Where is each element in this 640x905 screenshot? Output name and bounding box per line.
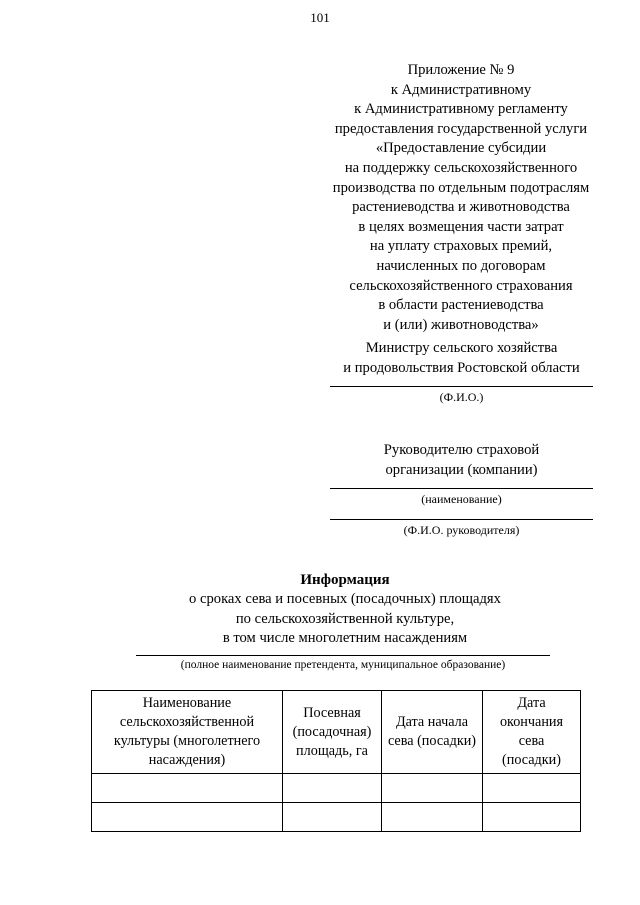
- minister-line-2: и продовольствия Ростовской области: [343, 359, 580, 376]
- info-subtitle: [0, 590, 640, 649]
- header-line: Наименование: [142, 695, 232, 711]
- appendix-line: Приложение № 9: [407, 62, 515, 78]
- table-cell[interactable]: [92, 774, 283, 803]
- table-cell[interactable]: [382, 803, 483, 832]
- table-cell[interactable]: [92, 803, 283, 832]
- info-subtitle-line-2: по сельскохозяйственной культуре,: [235, 610, 455, 627]
- insurer-name-caption: (наименование): [421, 492, 502, 506]
- minister-addressee: [330, 339, 593, 378]
- table-row: [92, 803, 581, 832]
- page-number: 101: [310, 10, 330, 25]
- appendix-header: [318, 61, 604, 335]
- insurer-head-caption: (Ф.И.О. руководителя): [403, 523, 520, 537]
- appendix-line: «Предоставление субсидии: [375, 140, 547, 157]
- insurer-line-2: организации (компании): [385, 461, 538, 478]
- insurer-name-line: [330, 488, 593, 489]
- insurer-line-1: Руководителю страховой: [383, 442, 540, 458]
- header-start-date: [382, 691, 483, 774]
- header-line: площадь, га: [296, 742, 368, 759]
- applicant-caption: (полное наименование претендента, муниципальное образование): [180, 659, 506, 671]
- header-line: окончания: [499, 714, 564, 730]
- minister-fio-caption: (Ф.И.О.): [439, 390, 484, 404]
- table-cell[interactable]: [382, 774, 483, 803]
- header-line: сельскохозяйственной: [119, 714, 255, 730]
- crop-sowing-table: [91, 690, 581, 832]
- minister-line-1: Министру сельского хозяйства: [365, 340, 558, 356]
- appendix-line: в области растениеводства: [378, 297, 544, 314]
- info-subtitle-line-1: о сроках сева и посевных (посадочных) площадях: [189, 591, 501, 607]
- appendix-line: и (или) животноводства»: [383, 316, 539, 333]
- appendix-line: к Административному: [390, 81, 532, 98]
- table-cell[interactable]: [283, 803, 382, 832]
- header-line: Посевная: [303, 704, 361, 721]
- header-line: Дата начала: [395, 714, 469, 730]
- header-crop-name: [92, 691, 283, 774]
- header-line: Дата: [517, 695, 546, 711]
- insurer-addressee: [330, 441, 593, 480]
- header-line: (посадки): [502, 752, 561, 768]
- info-title: Информация: [300, 572, 390, 588]
- table-cell[interactable]: [483, 774, 581, 803]
- minister-fio-line: [330, 386, 593, 387]
- table-cell[interactable]: [483, 803, 581, 832]
- header-line: насаждения): [148, 752, 226, 768]
- appendix-line: предоставления государственной услуги: [334, 120, 588, 137]
- info-subtitle-line-3: в том числе многолетним насаждениям: [222, 630, 468, 647]
- appendix-line: в целях возмещения части затрат: [358, 218, 564, 235]
- table-header-row: [92, 691, 581, 774]
- appendix-line: на уплату страховых премий,: [369, 238, 553, 255]
- appendix-line: производства по отдельным подотраслям: [332, 179, 590, 196]
- appendix-line: сельскохозяйственного страхования: [349, 277, 573, 294]
- header-line: сева (посадки): [387, 733, 477, 749]
- appendix-line: к Административному регламенту: [354, 101, 568, 118]
- header-line: (посадочная): [292, 723, 372, 740]
- appendix-line: растениеводства и животноводства: [352, 199, 570, 216]
- table-row: [92, 774, 581, 803]
- appendix-line: на поддержку сельскохозяйственного: [344, 159, 578, 176]
- header-sowing-area: [283, 691, 382, 774]
- header-end-date: [483, 691, 581, 774]
- insurer-head-line: [330, 519, 593, 520]
- applicant-line: [136, 655, 550, 656]
- header-line: культуры (многолетнего: [113, 733, 261, 749]
- appendix-line: начисленных по договорам: [376, 257, 546, 274]
- table-cell[interactable]: [283, 774, 382, 803]
- header-line: сева: [518, 733, 545, 749]
